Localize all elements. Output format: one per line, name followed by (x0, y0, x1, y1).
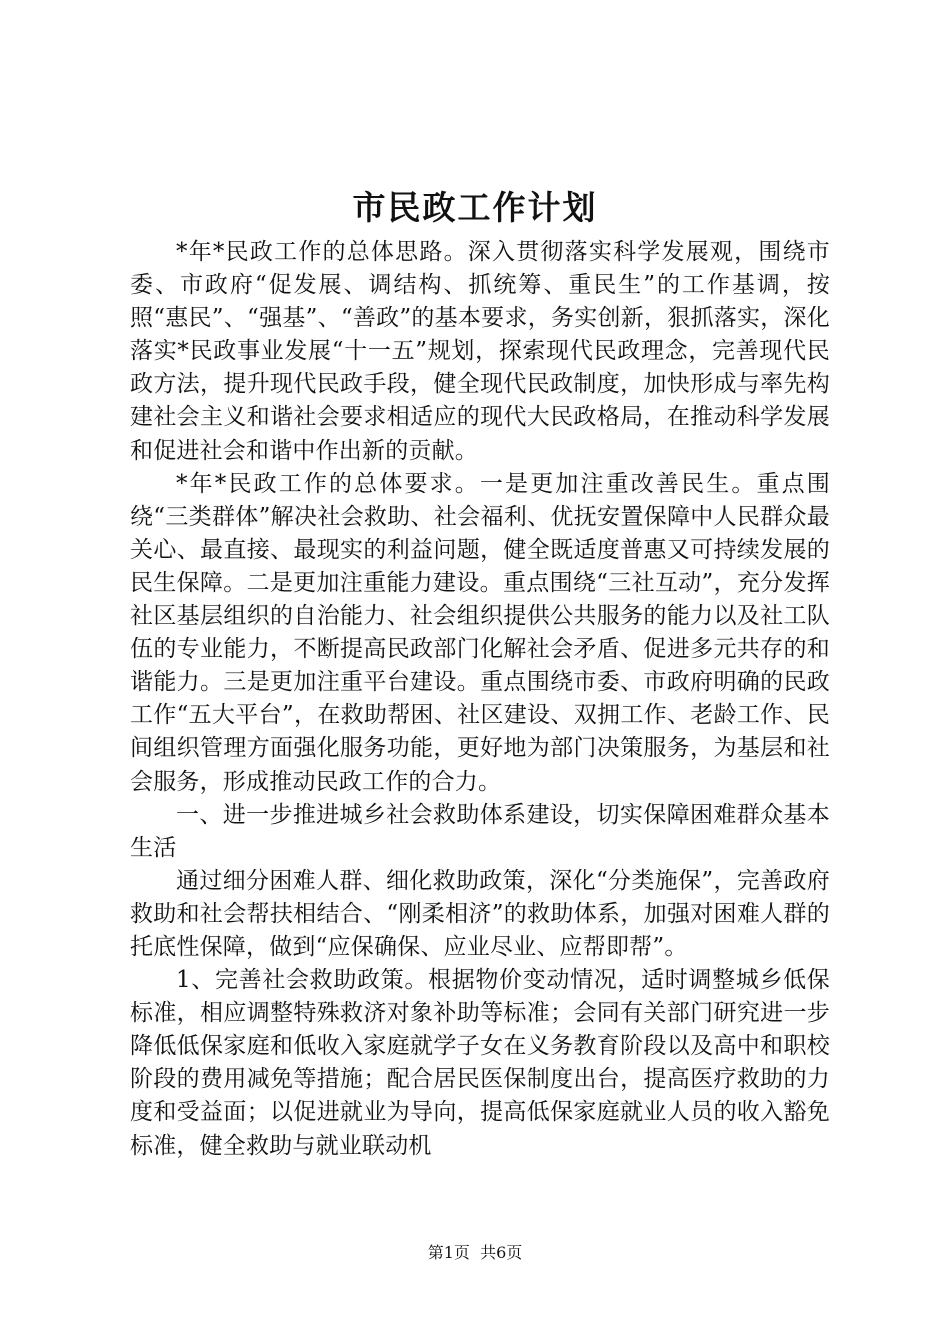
document-title: 市民政工作计划 (352, 188, 598, 227)
paragraph-overall-approach: *年*民政工作的总体思路。深入贯彻落实科学发展观，围绕市委、市政府“促发展、调结构、抓统筹、重民生”的工作基调，按照“惠民”、“强基”、“善政”的基本要求，务实创新，狠抓落实，深化落实*民政事业发展“十一五”规划，探索现代民政理念，完善现代民政方法，提升现代民政手段，健全现代民政制度，加快形成与率先构建社会主义和谐社会要求相适应的现代大民政格局，在推动科学发展和促进社会和谐中作出新的贡献。 (130, 239, 830, 464)
paragraph-section-intro: 通过细分困难人群、细化救助政策，深化“分类施保”，完善政府救助和社会帮扶相结合、“刚柔相济”的救助体系，加强对困难人群的托底性保障，做到“应保确保、应业尽业、应帮即帮”。 (130, 867, 830, 960)
paragraph-item-1: 1、完善社会救助政策。根据物价变动情况，适时调整城乡低保标准，相应调整特殊救济对象补助等标准；会同有关部门研究进一步降低低保家庭和低收入家庭就学子女在义务教育阶段以及高中和职校阶段的费用减免等措施；配合居民医保制度出台，提高医疗救助的力度和受益面；以促进就业为导向，提高低保家庭就业人员的收入豁免标准，健全救助与就业联动机 (130, 967, 830, 1159)
paragraph-overall-requirements: *年*民政工作的总体要求。一是更加注重改善民生。重点围绕“三类群体”解决社会救助、社会福利、优抚安置保障中人民群众最关心、最直接、最现实的利益问题，健全既适度普惠又可持续发展的民生保障。二是更加注重能力建设。重点围绕“三社互动”，充分发挥社区基层组织的自治能力、社会组织提供公共服务的能力以及社工队伍的专业能力，不断提高民政部门化解社会矛盾、促进多元共存的和谐能力。三是更加注重平台建设。重点围绕市委、市政府明确的民政工作“五大平台”，在救助帮困、社区建设、双拥工作、老龄工作、民间组织管理方面强化服务功能，更好地为部门决策服务，为基层和社会服务，形成推动民政工作的合力。 (130, 470, 830, 795)
section-heading-social-assistance: 一、进一步推进城乡社会救助体系建设，切实保障困难群众基本生活 (130, 801, 830, 861)
page-number-label: 第1页 共6页 (427, 1243, 523, 1262)
document-body (130, 236, 830, 1163)
page-footer (0, 1243, 950, 1263)
